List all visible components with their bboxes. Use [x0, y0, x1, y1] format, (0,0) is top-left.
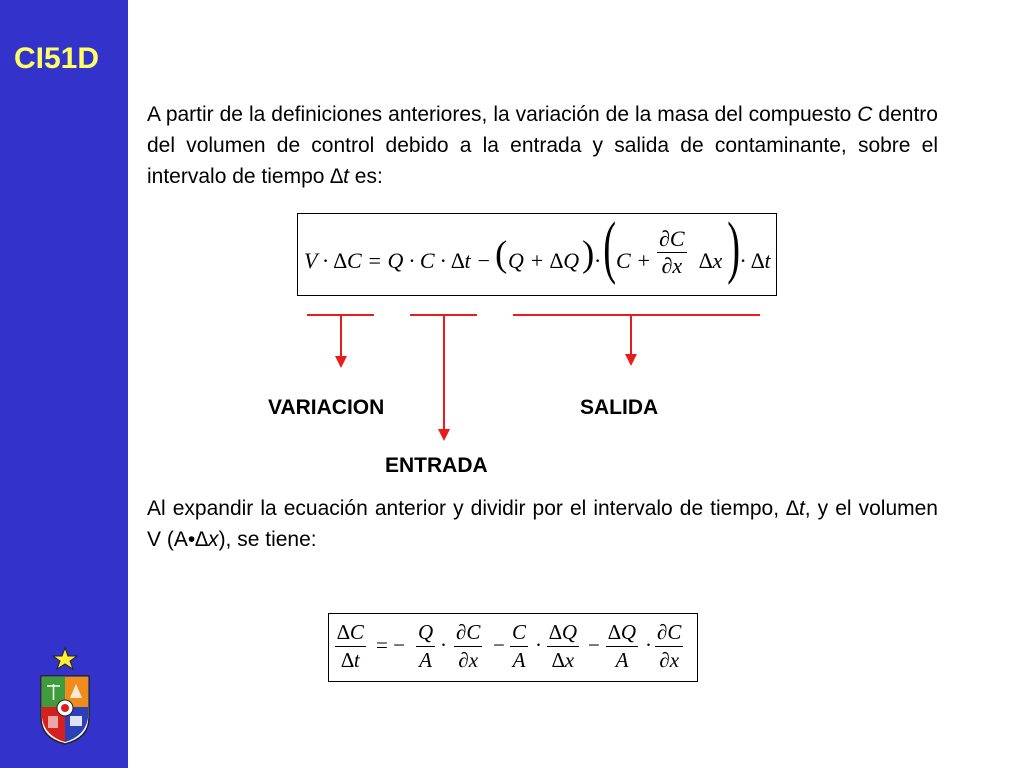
eq1-big-paren-open: (	[603, 209, 617, 286]
eq2-f2-num: Q	[416, 619, 435, 647]
eq1-big-paren-close: )	[727, 209, 741, 286]
eq2-f4-den: A	[512, 648, 526, 672]
eq2-f7-num: ∂C	[655, 619, 683, 647]
eq2-f3-den: ∂x	[458, 648, 479, 672]
eq1-dx: ∆x	[699, 248, 723, 273]
eq1-lhs: V · ∆C = Q · C · ∆t −	[304, 248, 491, 273]
eq2-dot-1: ·	[440, 633, 447, 657]
eq2-f5-den: ∆x	[551, 648, 575, 672]
eq2-minus-1: −	[493, 633, 505, 657]
eq2-f1-den: ∆t	[341, 648, 360, 672]
eq2-f6-num: ∆Q	[606, 619, 638, 647]
variable-delta-t-2: ∆t	[786, 497, 805, 520]
eq1-c-plus: C +	[616, 248, 652, 273]
expansion-text-2: , y el volumen V (A•	[147, 497, 938, 551]
variable-delta-t: ∆t	[330, 165, 349, 188]
expansion-paragraph	[147, 493, 938, 555]
eq2-f6-den: A	[615, 648, 629, 672]
eq2-f7-den: ∂x	[659, 648, 680, 672]
eq1-frac-den: ∂x	[661, 253, 683, 278]
variable-delta-x: ∆x	[195, 528, 219, 551]
eq2-frac-1	[335, 619, 366, 674]
expansion-text-3: ), se tiene:	[218, 528, 317, 551]
eq1-paren-open: (	[495, 234, 508, 275]
eq2-frac-3	[454, 619, 482, 674]
eq2-dot-2: ·	[535, 633, 542, 657]
eq2-f3-num: ∂C	[454, 619, 482, 647]
eq1-tail: · ∆t	[740, 248, 771, 273]
eq2-f2-den: A	[419, 648, 432, 672]
eq2-f1-num: ∆C	[335, 619, 366, 647]
variable-c: C	[857, 103, 873, 126]
differential-equation	[328, 613, 698, 682]
expansion-text-1: Al expandir la ecuación anterior y dividir por el intervalo de tiempo,	[147, 497, 787, 520]
intro-text-2: dentro del volumen de control debido a la entrada y salida de contaminante, sobre el intervalo de tiempo	[147, 103, 938, 188]
eq2-minus-2: −	[588, 633, 600, 657]
intro-text-1: A partir de la definiciones anteriores, la variación de la masa del compuesto	[147, 103, 858, 126]
eq1-dot: ·	[594, 248, 602, 273]
label-salida: SALIDA	[580, 396, 659, 419]
eq2-frac-4	[510, 619, 528, 674]
course-code: CI51D	[14, 42, 100, 75]
eq2-f5-num: ∆Q	[547, 619, 579, 647]
eq2-frac-7	[655, 619, 683, 674]
eq2-frac-6	[606, 619, 638, 674]
intro-text-3: es:	[348, 165, 383, 188]
eq2-equals: = −	[376, 633, 405, 657]
eq2-f4-num: C	[510, 619, 528, 647]
eq1-frac-num: ∂C	[659, 226, 685, 251]
label-variacion: VARIACION	[268, 396, 385, 419]
eq2-dot-3: ·	[645, 633, 652, 657]
label-entrada: ENTRADA	[385, 454, 488, 477]
eq1-paren-close: )	[582, 234, 595, 275]
eq2-frac-2	[416, 619, 435, 674]
eq2-frac-5	[547, 619, 579, 674]
eq1-flow: Q + ∆Q	[508, 248, 580, 273]
